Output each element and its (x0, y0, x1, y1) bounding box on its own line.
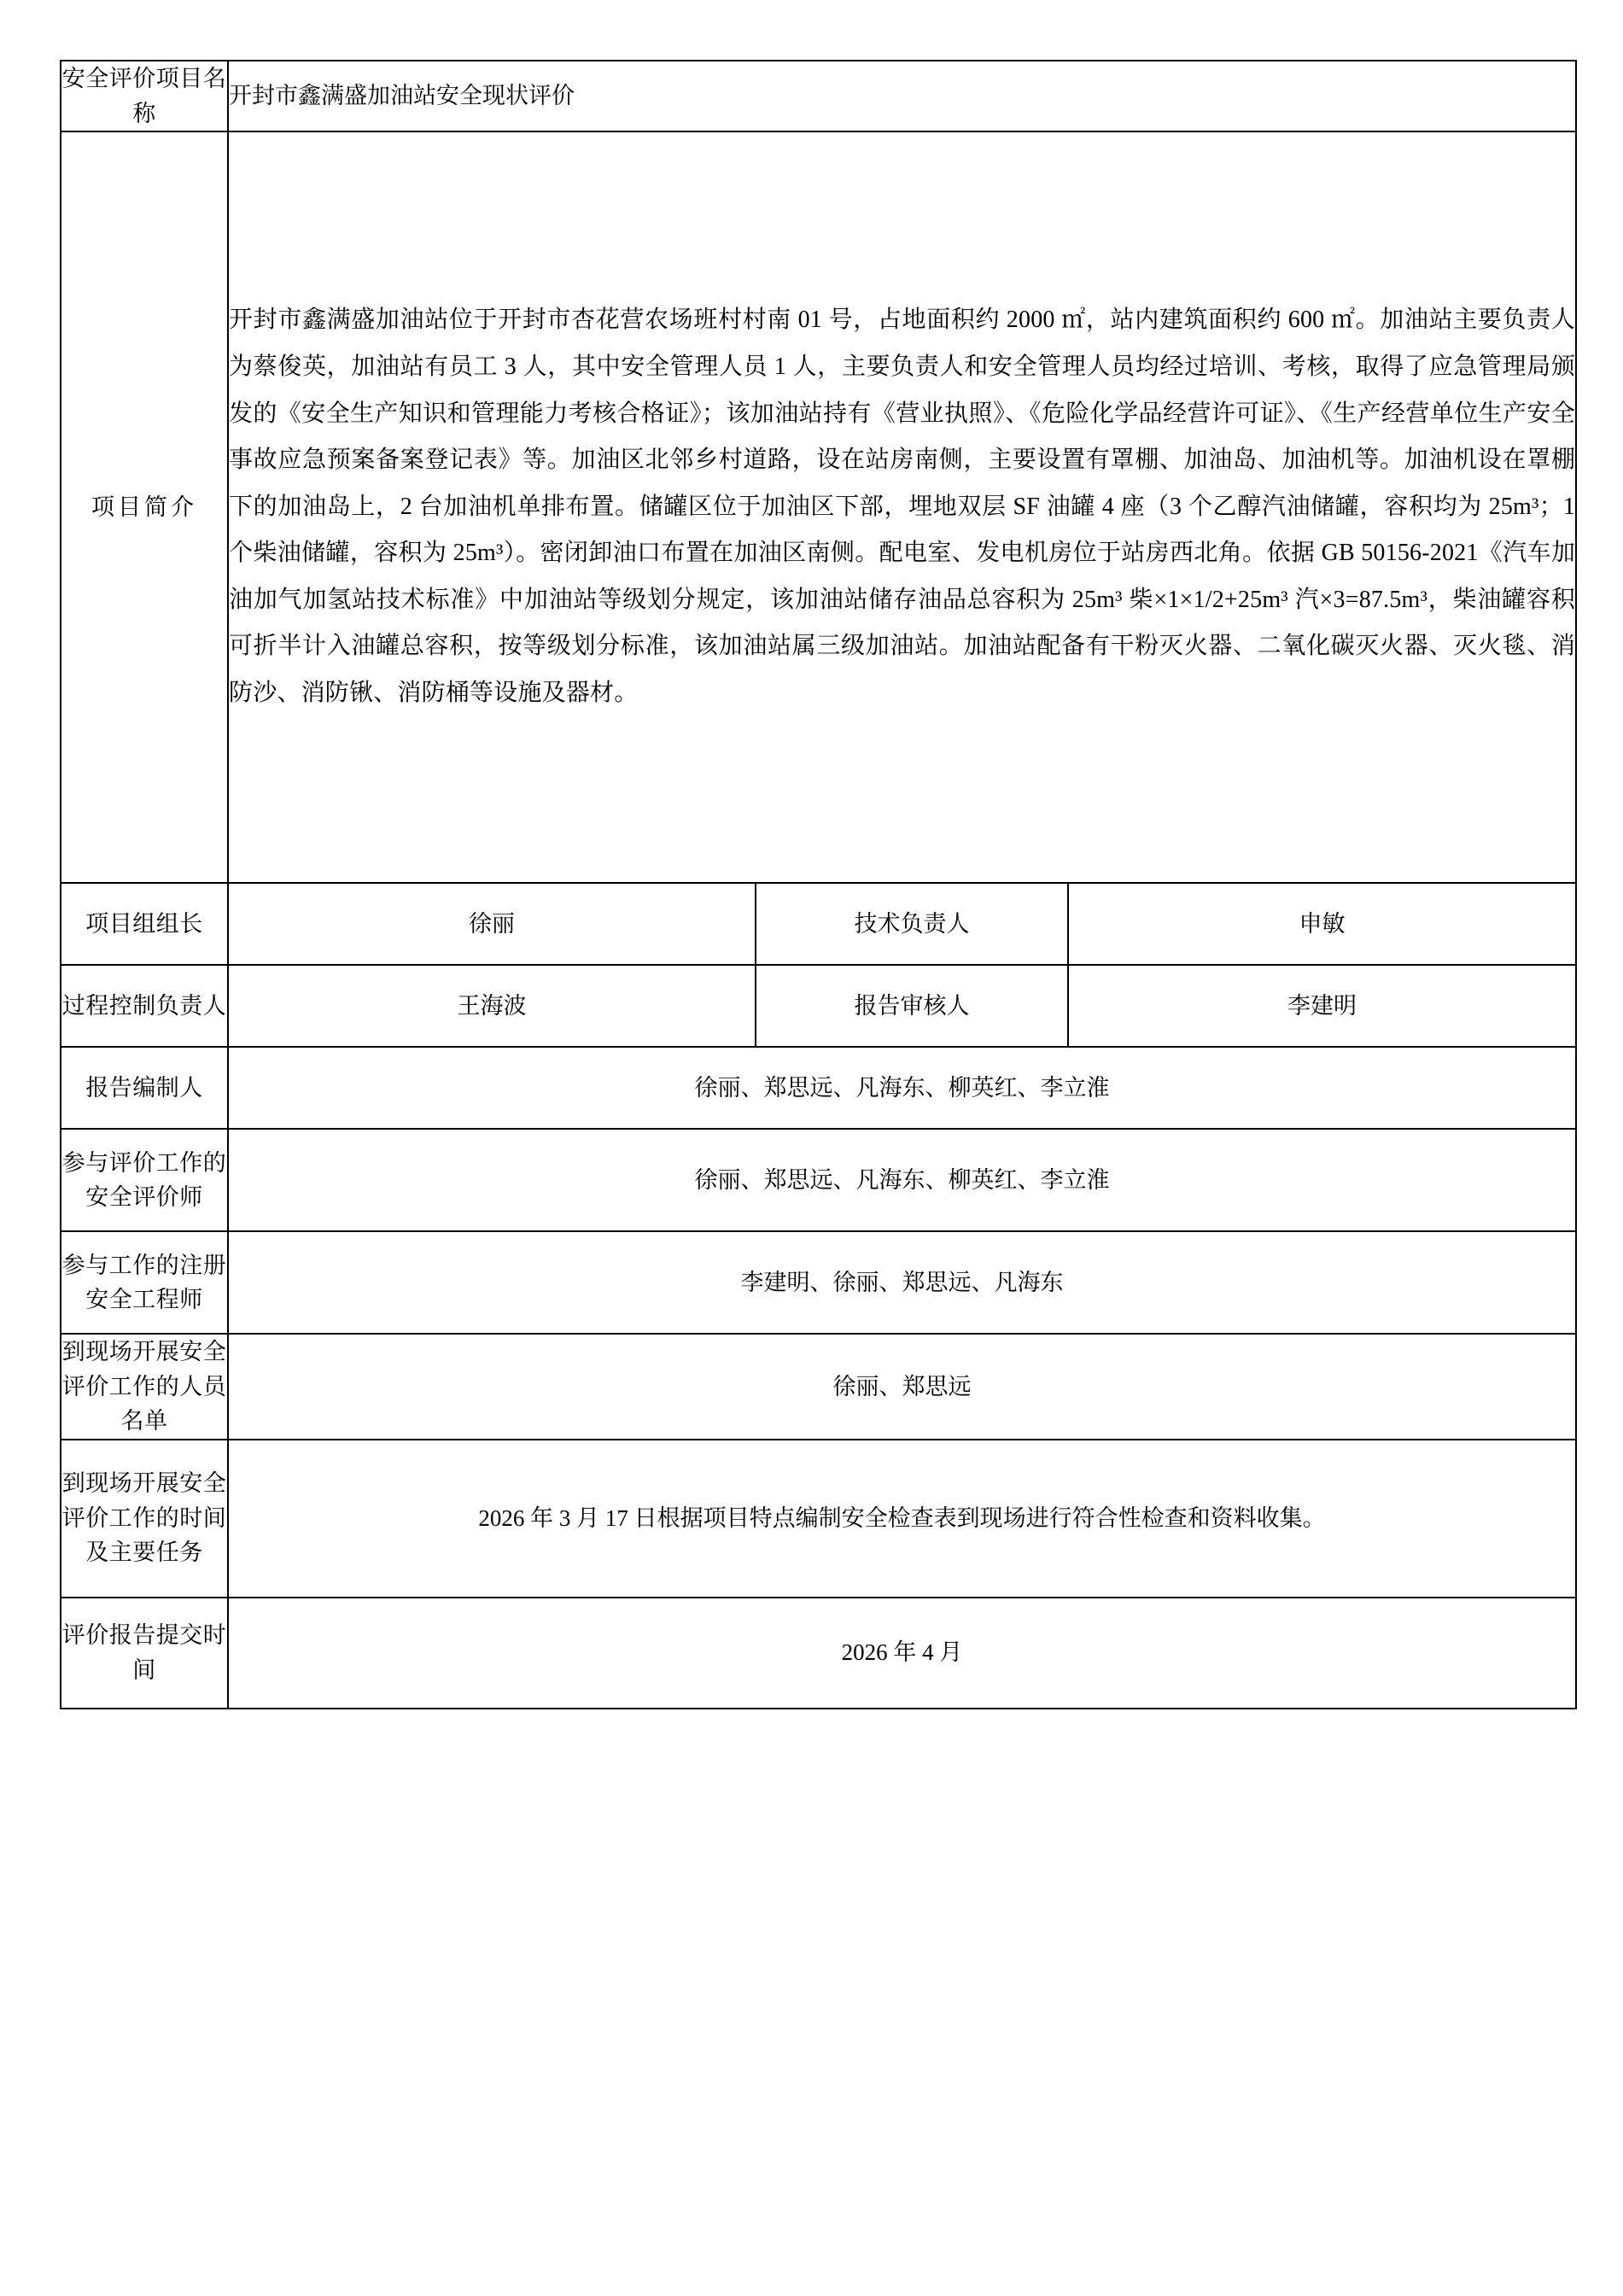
table-row-report-authors (61, 1047, 1576, 1129)
onsite-people-label: 到现场开展安全评价工作的人员名单 (61, 1334, 228, 1440)
project-info-table (60, 60, 1577, 1709)
table-row-onsite-time-task (61, 1440, 1576, 1598)
table-row-engineers (61, 1231, 1576, 1334)
report-authors-label: 报告编制人 (61, 1047, 228, 1129)
process-control-value: 王海波 (228, 965, 756, 1047)
table-row-process-control (61, 965, 1576, 1047)
engineers-label: 参与工作的注册安全工程师 (61, 1231, 228, 1334)
onsite-time-task-value: 2026 年 3 月 17 日根据项目特点编制安全检查表到现场进行符合性检查和资料收集。 (228, 1440, 1576, 1598)
project-intro-paragraph: 开封市鑫满盛加油站位于开封市杏花营农场班村村南 01 号，占地面积约 2000 ㎡，站内建筑面积约 600 ㎡。加油站主要负责人为蔡俊英，加油站有员工 3 人，其中安全管理人员 1 人，主要负责人和安全管理人员均经过培训、考核，取得了应急管理局颁发的《安全生产知识和管理能力考核合格证》；该加油站持有《营业执照》、《危险化学品经营许可证》、《生产经营单位生产安全事故应急预案备案登记表》等。加油区北邻乡村道路，设在站房南侧，主要设置有罩棚、加油岛、加油机等。加油机设在罩棚下的加油岛上，2 台加油机单排布置。储罐区位于加油区下部，埋地双层 SF 油罐 4 座（3 个乙醇汽油储罐，容积均为 25m³；1 个柴油储罐，容积为 25m³）。密闭卸油口布置在加油区南侧。配电室、发电机房位于站房西北角。依据 GB 50156-2021《汽车加油加气加氢站技术标准》中加油站等级划分规定，该加油站储存油品总容积为 25m³ 柴×1×1/2+25m³ 汽×3=87.5m³，柴油罐容积可折半计入油罐总容积，按等级划分标准，该加油站属三级加油站。加油站配备有干粉灭火器、二氧化碳灭火器、灭火毯、消防沙、消防锹、消防桶等设施及器材。 (229, 307, 1576, 707)
report-authors-value: 徐丽、郑思远、凡海东、柳英红、李立淮 (228, 1047, 1576, 1129)
report-reviewer-label: 报告审核人 (756, 965, 1068, 1047)
report-reviewer-value: 李建明 (1068, 965, 1576, 1047)
table-row-onsite-people (61, 1334, 1576, 1440)
project-intro-label: 项目简介 (61, 131, 228, 883)
assessors-label: 参与评价工作的安全评价师 (61, 1129, 228, 1231)
technical-lead-label: 技术负责人 (756, 883, 1068, 965)
team-leader-value: 徐丽 (228, 883, 756, 965)
onsite-people-value: 徐丽、郑思远 (228, 1334, 1576, 1440)
table-row-team-leader (61, 883, 1576, 965)
technical-lead-value: 申敏 (1068, 883, 1576, 965)
table-row-assessors (61, 1129, 1576, 1231)
project-name-label: 安全评价项目名称 (61, 61, 228, 131)
project-intro-value-cell (228, 131, 1576, 883)
engineers-value: 李建明、徐丽、郑思远、凡海东 (228, 1231, 1576, 1334)
table-row-submit-time (61, 1598, 1576, 1709)
submit-time-label: 评价报告提交时间 (61, 1598, 228, 1709)
submit-time-value: 2026 年 4 月 (228, 1598, 1576, 1709)
assessors-value: 徐丽、郑思远、凡海东、柳英红、李立淮 (228, 1129, 1576, 1231)
document-page (60, 60, 1575, 1709)
process-control-label: 过程控制负责人 (61, 965, 228, 1047)
table-row-project-name (61, 61, 1576, 131)
project-name-value: 开封市鑫满盛加油站安全现状评价 (228, 61, 1576, 131)
team-leader-label: 项目组组长 (61, 883, 228, 965)
table-row-project-intro (61, 131, 1576, 883)
onsite-time-task-label: 到现场开展安全评价工作的时间及主要任务 (61, 1440, 228, 1598)
